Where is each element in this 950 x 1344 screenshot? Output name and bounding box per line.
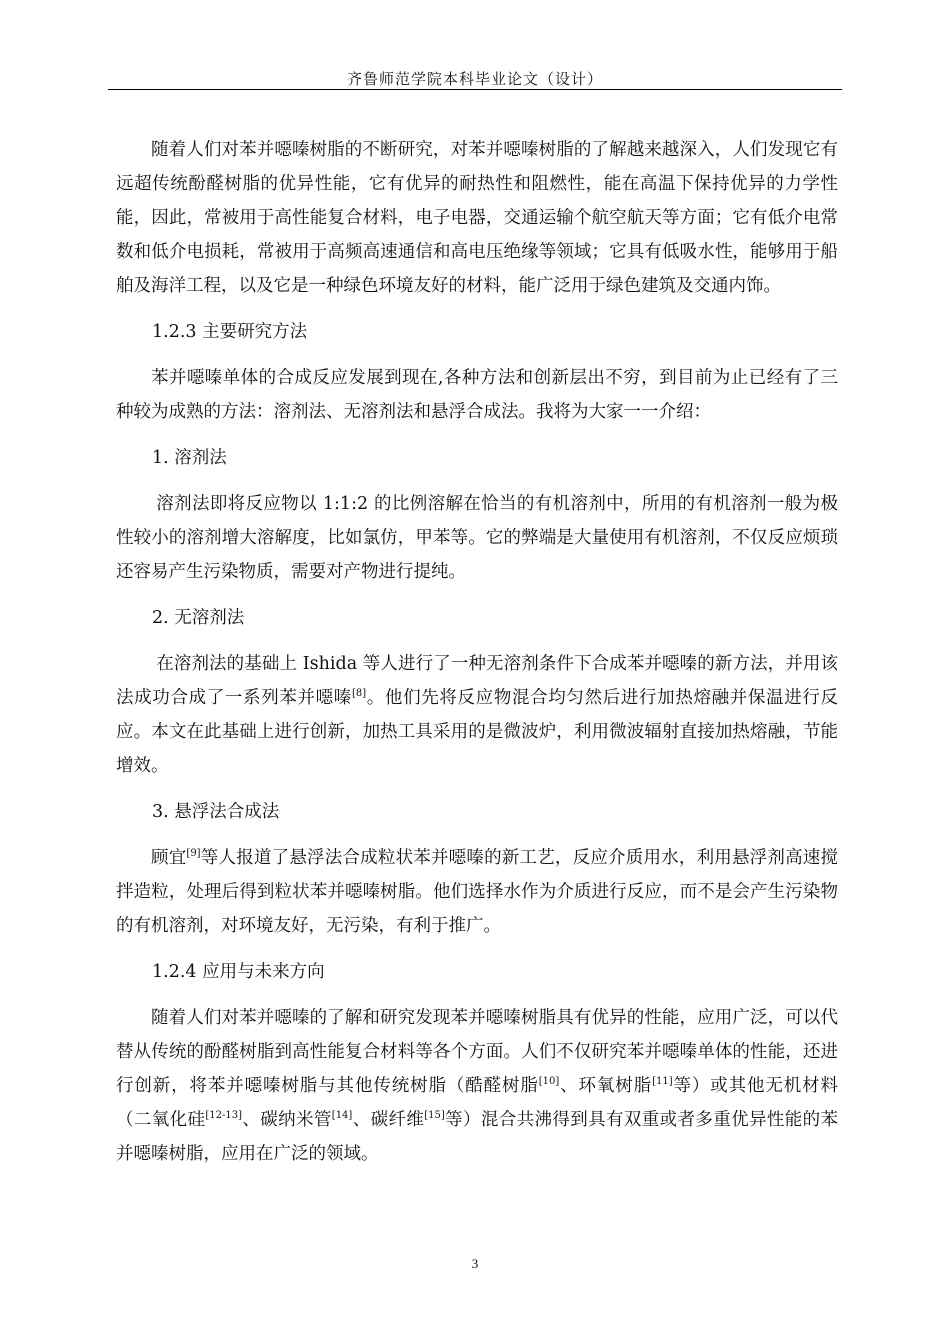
citation-ref: [9]: [186, 848, 201, 859]
paragraph-solventless-method: [116, 647, 838, 783]
text-segment: 随着人们对苯并噁嗪的了解和研究发现苯并噁嗪树脂具有优异的性能，应用广泛，可以代替从传统的酚醛树脂到高性能复合材料等各个方面。人们不仅研究苯并噁嗪单体的性能，还进行创新，将苯并噁嗪树脂与其他传统树脂（酷醛树脂: [116, 1008, 838, 1096]
paragraph-suspension-method: [116, 841, 838, 943]
text-segment: 等）或其他无机材料（二氧化硅: [116, 1076, 839, 1130]
body-text: [116, 133, 838, 1171]
method-heading-solventless: 2. 无溶剂法: [152, 608, 245, 628]
citation-ref: [15]: [424, 1110, 445, 1121]
section-heading-1-2-4: 1.2.4 应用与未来方向: [152, 962, 325, 982]
text-segment: 等人报道了悬浮法合成粒状苯并噁嗪的新工艺，反应介质用水，利用悬浮剂高速搅拌造粒，处理后得到粒状苯并噁嗪树脂。他们选择水作为介质进行反应，而不是会产生污染物的有机溶剂，对环境友好，无污染，有利于推广。: [116, 848, 839, 936]
text-segment: 等）混合共沸得到具有双重或者多重优异性能的苯并噁嗪树脂，应用在广泛的领域。: [116, 1110, 839, 1164]
page-number: 3: [471, 1256, 479, 1271]
header-rule: [108, 89, 842, 90]
text-segment: 顾宜: [151, 848, 187, 868]
citation-ref: [10]: [538, 1076, 560, 1087]
text-segment: 、碳纳米管: [242, 1110, 332, 1130]
paragraph-applications: [116, 1001, 838, 1171]
running-header: 齐鲁师范学院本科毕业论文（设计）: [346, 70, 603, 88]
paragraph-methods-overview: 苯并噁嗪单体的合成反应发展到现在,各种方法和创新层出不穷，到目前为止已经有了三种较为成熟的方法：溶剂法、无溶剂法和悬浮合成法。我将为大家一一介绍：: [116, 368, 838, 422]
method-heading-solvent: 1. 溶剂法: [152, 448, 227, 468]
paragraph-solvent-method: 溶剂法即将反应物以 1:1:2 的比例溶解在恰当的有机溶剂中，所用的有机溶剂一般为极性较小的溶剂增大溶解度，比如氯仿，甲苯等。它的弊端是大量使用有机溶剂，不仅反应烦琐还容易产生污染物质，需要对产物进行提纯。: [116, 494, 838, 582]
citation-ref: [11]: [652, 1076, 673, 1087]
text-segment: 、环氧树脂: [559, 1076, 653, 1096]
section-heading-1-2-3: 1.2.3 主要研究方法: [152, 322, 308, 342]
citation-ref: [14]: [331, 1110, 353, 1121]
paragraph-intro: 随着人们对苯并噁嗪树脂的不断研究，对苯并噁嗪树脂的了解越来越深入，人们发现它有远超传统酚醛树脂的优异性能，它有优异的耐热性和阻燃性，能在高温下保持优异的力学性能，因此，常被用于高性能复合材料，电子电器，交通运输个航空航天等方面；它有低介电常数和低介电损耗，常被用于高频高速通信和高电压绝缘等领域；它具有低吸水性，能够用于船舶及海洋工程，以及它是一种绿色环境友好的材料，能广泛用于绿色建筑及交通内饰。: [116, 140, 838, 296]
citation-ref: [12-13]: [205, 1110, 243, 1121]
text-segment: 在溶剂法的基础上 Ishida 等人进行了一种无溶剂条件下合成苯并噁嗪的新方法，并用该法成功合成了一系列苯并噁嗪: [116, 654, 838, 708]
text-segment: 。他们先将反应物混合均匀然后进行加热熔融并保温进行反应。本文在此基础上进行创新，加热工具采用的是微波炉，利用微波辐射直接加热熔融，节能增效。: [116, 688, 839, 776]
method-heading-suspension: 3. 悬浮法合成法: [152, 802, 280, 822]
text-segment: 、碳纤维: [352, 1110, 425, 1130]
citation-ref: [8]: [351, 688, 367, 699]
